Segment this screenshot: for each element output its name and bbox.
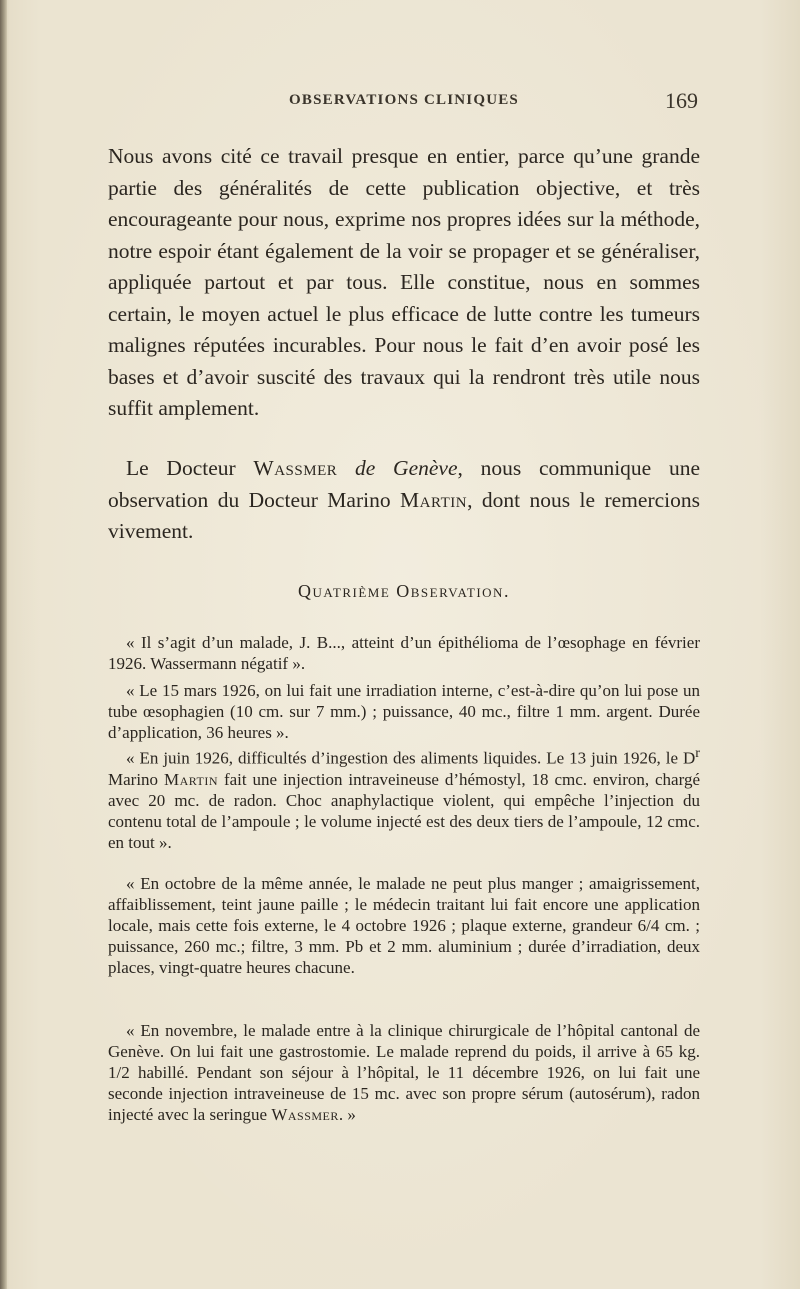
- quote-paragraph-5: [108, 1020, 700, 1125]
- running-head: [108, 90, 700, 116]
- running-head-title: OBSERVATIONS CLINIQUES: [289, 92, 519, 108]
- p2-end: , dont nous le remercions vivement.: [108, 487, 700, 543]
- name-wassmer: Wassmer: [253, 456, 338, 480]
- quote-paragraph-1: « Il s’agit d’un malade, J. B..., atteint d’un épithélioma de l’œsophage en février 1926. Wassermann négatif ».: [108, 633, 700, 673]
- observation-title: Quatrième Observation.: [298, 581, 510, 601]
- q3-mid: Marino: [108, 769, 164, 789]
- quote-paragraph-4: « En octobre de la même année, le malade ne peut plus manger ; amaigrissement, affaiblissement, teint jaune paille ; le médecin traitant lui fait encore une application locale, mais cette fois externe, le 4 octobre 1926 ; plaque externe, grandeur 6/4 cm. ; puissance, 260 mc.; filtre, 3 mm. Pb et 2 mm. aluminium ; durée d’irradiation, deux places, vingt-quatre heures chacune.: [108, 874, 700, 977]
- name-martin: Martin: [400, 487, 468, 512]
- intro-paragraph-2: [108, 453, 700, 548]
- q3-start: « En juin 1926, difficultés d’ingestion des aliments liquides. Le 13 juin 1926, le D: [126, 748, 696, 768]
- place-geneve: de Genève: [355, 456, 458, 480]
- page-binding-edge: [0, 0, 7, 1289]
- p2-start: Le Docteur: [126, 456, 254, 480]
- q3-name-martin: Martin: [163, 769, 219, 789]
- page-number: 169: [665, 88, 698, 113]
- q3-superscript: r: [695, 745, 700, 761]
- q3-end: fait une injection intraveineuse d’hémostyl, 18 cmc. environ, chargé avec 20 mc. de radon. Choc anaphylactique violent, qui empêche l’injection du contenu total de l’ampoule ; le volume injecté est des deux tiers de l’ampoule, 12 cmc. en tout ».: [108, 769, 701, 852]
- p2-middle: , nous communique une observation du Docteur Marino: [108, 456, 701, 512]
- q5-start: « En novembre, le malade entre à la clinique chirurgicale de l’hôpital cantonal de Genève. On lui fait une gastrostomie. Le malade reprend du poids, il arrive à 65 kg. 1/2 habillé. Pendant son séjour à l’hôpital, le 11 décembre 1926, on lui fait une seconde injection intraveineuse de 15 mc. avec son propre sérum (autosérum), radon injecté avec la seringue: [108, 1021, 700, 1124]
- q5-name-wassmer: Wassmer: [271, 1105, 339, 1124]
- quote-paragraph-2: « Le 15 mars 1926, on lui fait une irradiation interne, c’est-à-dire qu’on lui pose un tube œsophagien (10 cm. sur 7 mm.) ; puissance, 40 mc., filtre 1 mm. argent. Durée d’application, 36 heures ».: [108, 681, 700, 742]
- q5-end: . »: [338, 1105, 356, 1124]
- intro-paragraph-1: Nous avons cité ce travail presque en entier, parce qu’une grande partie des généralités de cette publication objective, et très encourageante pour nous, exprime nos propres idées sur la méthode, notre espoir étant également de la voir se propager et se généraliser, appliquée partout et par tous. Elle constitue, nous en sommes certain, le moyen actuel le plus efficace de lutte contre les tumeurs malignes réputées incurables. Pour nous le fait d’en avoir posé les bases et d’avoir suscité des travaux qui la rendront très utile nous suffit amplement.: [108, 144, 700, 420]
- quote-paragraph-3: [108, 743, 700, 853]
